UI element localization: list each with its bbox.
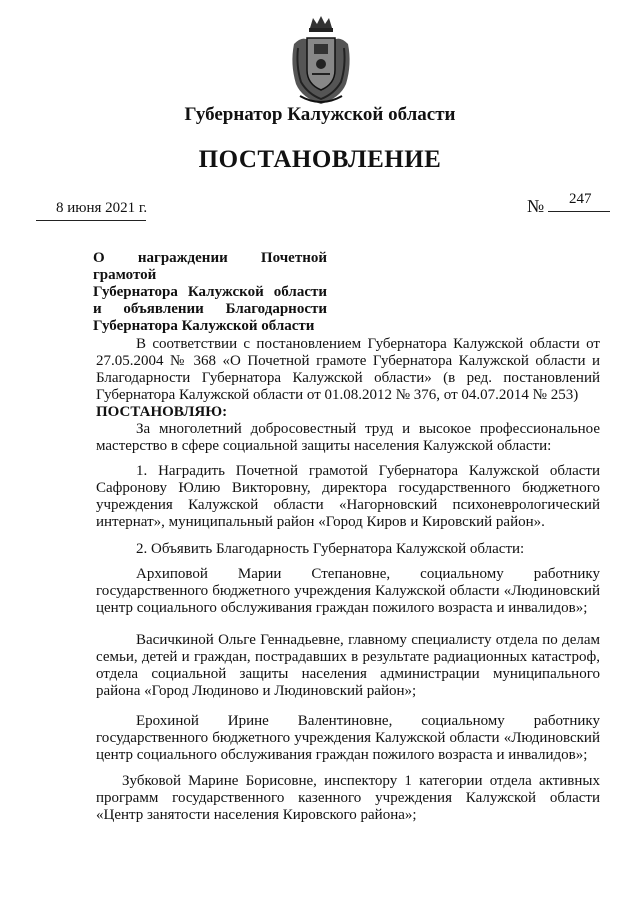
document-subject <box>93 250 327 335</box>
item-2-text: 2. Объявить Благодарность Губернатора Калужской области: <box>136 541 525 557</box>
date-underline <box>36 220 146 221</box>
recipient-text: Архиповой Марии Степановне, социальному работнику государственного бюджетного учреждения Калужской области «Людиновский центр социального обслуживания граждан пожилого возраста и инвалидов»; <box>96 566 600 616</box>
reason-text: За многолетний добросовестный труд и высокое профессиональное мастерство в сфере социальной защиты населения Калужской области: <box>96 421 600 454</box>
recipient-text: Зубковой Марине Борисовне, инспектору 1 категории отдела активных программ государственного казенного учреждения Калужской области «Центр занятости населения Кировского района»; <box>96 773 600 823</box>
number-underline <box>548 211 610 212</box>
document-type-title: ПОСТАНОВЛЕНИЕ <box>198 146 442 173</box>
reason-paragraph <box>96 421 600 455</box>
coat-of-arms-emblem <box>288 14 354 106</box>
decree-word: ПОСТАНОВЛЯЮ: <box>96 404 228 420</box>
subject-line: и объявлении Благодарности <box>93 301 327 317</box>
item-1-paragraph <box>96 463 600 531</box>
subject-line: О награждении Почетной грамотой <box>93 250 327 283</box>
document-number: 247 <box>569 191 592 207</box>
recipient-text: Ерохиной Ирине Валентиновне, социальному работнику государственного бюджетного учреждения Калужской области «Людиновский центр социального обслуживания граждан пожилого возраста и инвалидов»; <box>96 713 600 763</box>
preamble-paragraph <box>96 336 600 404</box>
subject-line: Губернатора Калужской области <box>93 318 315 334</box>
recipient-paragraph <box>96 773 600 824</box>
recipient-paragraph <box>96 566 600 617</box>
document-date: 8 июня 2021 г. <box>56 200 148 216</box>
item-1-text: 1. Наградить Почетной грамотой Губернатора Калужской области Сафронову Юлию Викторовну, директора государственного бюджетного учреждения Калужской области «Нагорновский психоневрологический интернат», муниципальный район «Город Киров и Кировский район». <box>96 463 600 530</box>
number-label: № <box>527 196 545 216</box>
authority-title: Губернатор Калужской области <box>184 104 456 125</box>
subject-line: Губернатора Калужской области <box>93 284 327 300</box>
preamble-text: В соответствии с постановлением Губернатора Калужской области от 27.05.2004 № 368 «О Почетной грамоте Губернатора Калужской области и Благодарности Губернатора Калужской области» (в ред. постановлений Губернатора Калужской области от 01.08.2012 № 376, от 04.07.2014 № 253) <box>96 336 600 403</box>
recipient-paragraph <box>96 632 600 700</box>
item-2-paragraph <box>96 541 600 558</box>
recipient-paragraph <box>96 713 600 764</box>
recipient-text: Васичкиной Ольге Геннадьевне, главному специалисту отдела по делам семьи, детей и граждан, пострадавших в результате радиационных катастроф, отдела социальной защиты населения администрации муниципального района «Город Людиново и Людиновский район»; <box>96 632 600 699</box>
